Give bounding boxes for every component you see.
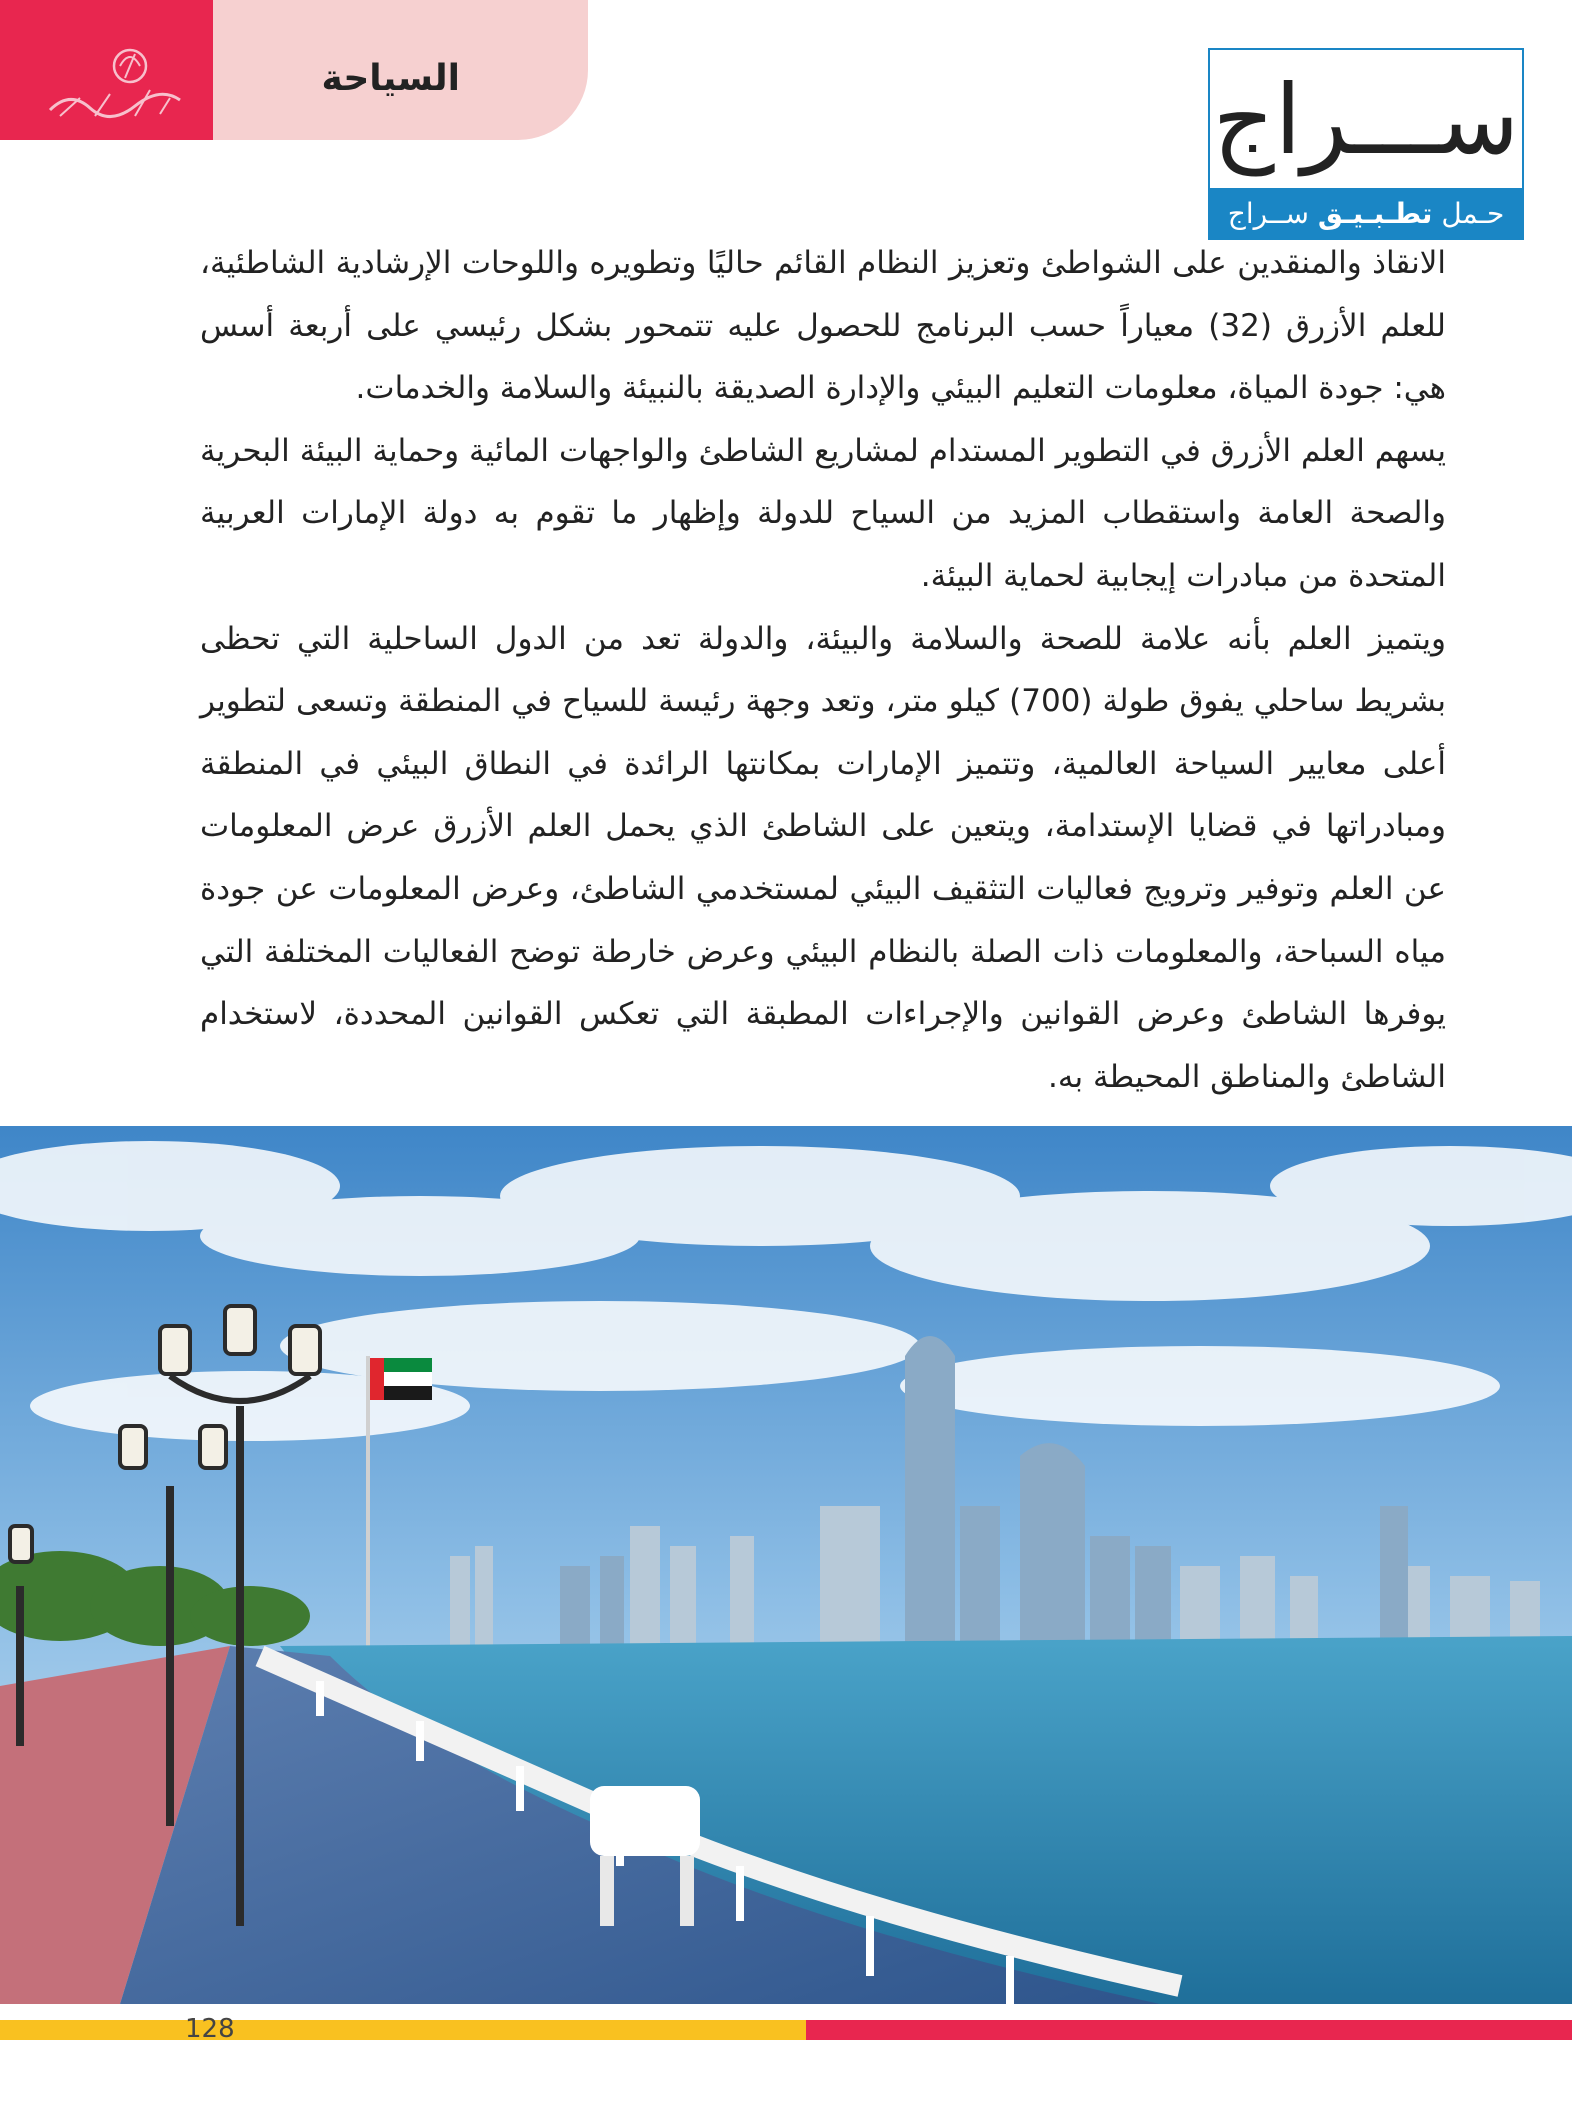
brand-tagline-prefix: حـمل xyxy=(1441,197,1505,230)
section-title: السياحة xyxy=(321,58,460,99)
brand-name: ســـراج xyxy=(1212,64,1520,176)
article-body xyxy=(200,232,1446,1108)
corniche-skyline-photo xyxy=(0,1126,1572,2004)
page-number: 128 xyxy=(185,2014,235,2044)
paragraph: الانقاذ والمنقدين على الشواطئ وتعزيز النظام القائم حاليًا وتطويره واللوحات الإرشادية الشاطئية، للعلم الأزرق (32) معياراً حسب البرنامج للحصول عليه تتمحور بشكل رئيسي على أربعة أسس هي: جودة المياة، معلومات التعليم البيئي والإدارة الصديقة بالنبيئة والسلامة والخدمات. xyxy=(200,245,1446,407)
footer-yellow-bar xyxy=(0,2020,806,2040)
footer-red-bar xyxy=(806,2020,1572,2040)
paragraph: ويتميز العلم بأنه علامة للصحة والسلامة والبيئة، والدولة تعد من الدول الساحلية التي تحظى بشريط ساحلي يفوق طولة (700) كيلو متر، وتعد وجهة رئيسة للسياح في المنطقة وتسعى لتطوير أعلى معايير السياحة العالمية، وتتميز الإمارات بمكانتها الرائدة في النطاق البيئي في المنطقة ومبادراتها في قضايا الإستدامة، ويتعين على الشاطئ الذي يحمل العلم الأزرق عرض المعلومات عن العلم وتوفير وترويج فعاليات التثقيف البيئي لمستخدمي الشاطئ، وعرض المعلومات عن جودة مياه السباحة، والمعلومات ذات الصلة بالنظام البيئي وعرض خارطة توضح الفعاليات المختلفة التي يوفرها الشاطئ وعرض القوانين والإجراءات المطبقة التي تعكس القوانين المحددة، لاستخدام الشاطئ والمناطق المحيطة به. xyxy=(200,620,1446,1095)
brand-tagline-bold: تطـبـيـق xyxy=(1317,197,1433,230)
brand-tagline-suffix: ســراج xyxy=(1227,197,1309,230)
brand-box xyxy=(1208,48,1524,240)
paragraph: يسهم العلم الأزرق في التطوير المستدام لمشاريع الشاطئ والواجهات المائية وحماية البيئة البحرية والصحة العامة واستقطاب المزيد من السياح للدولة وإظهار ما تقوم به دولة الإمارات العربية المتحدة من مبادرات إيجابية لحماية البيئة. xyxy=(200,432,1446,594)
publisher-logo-icon xyxy=(40,28,190,128)
